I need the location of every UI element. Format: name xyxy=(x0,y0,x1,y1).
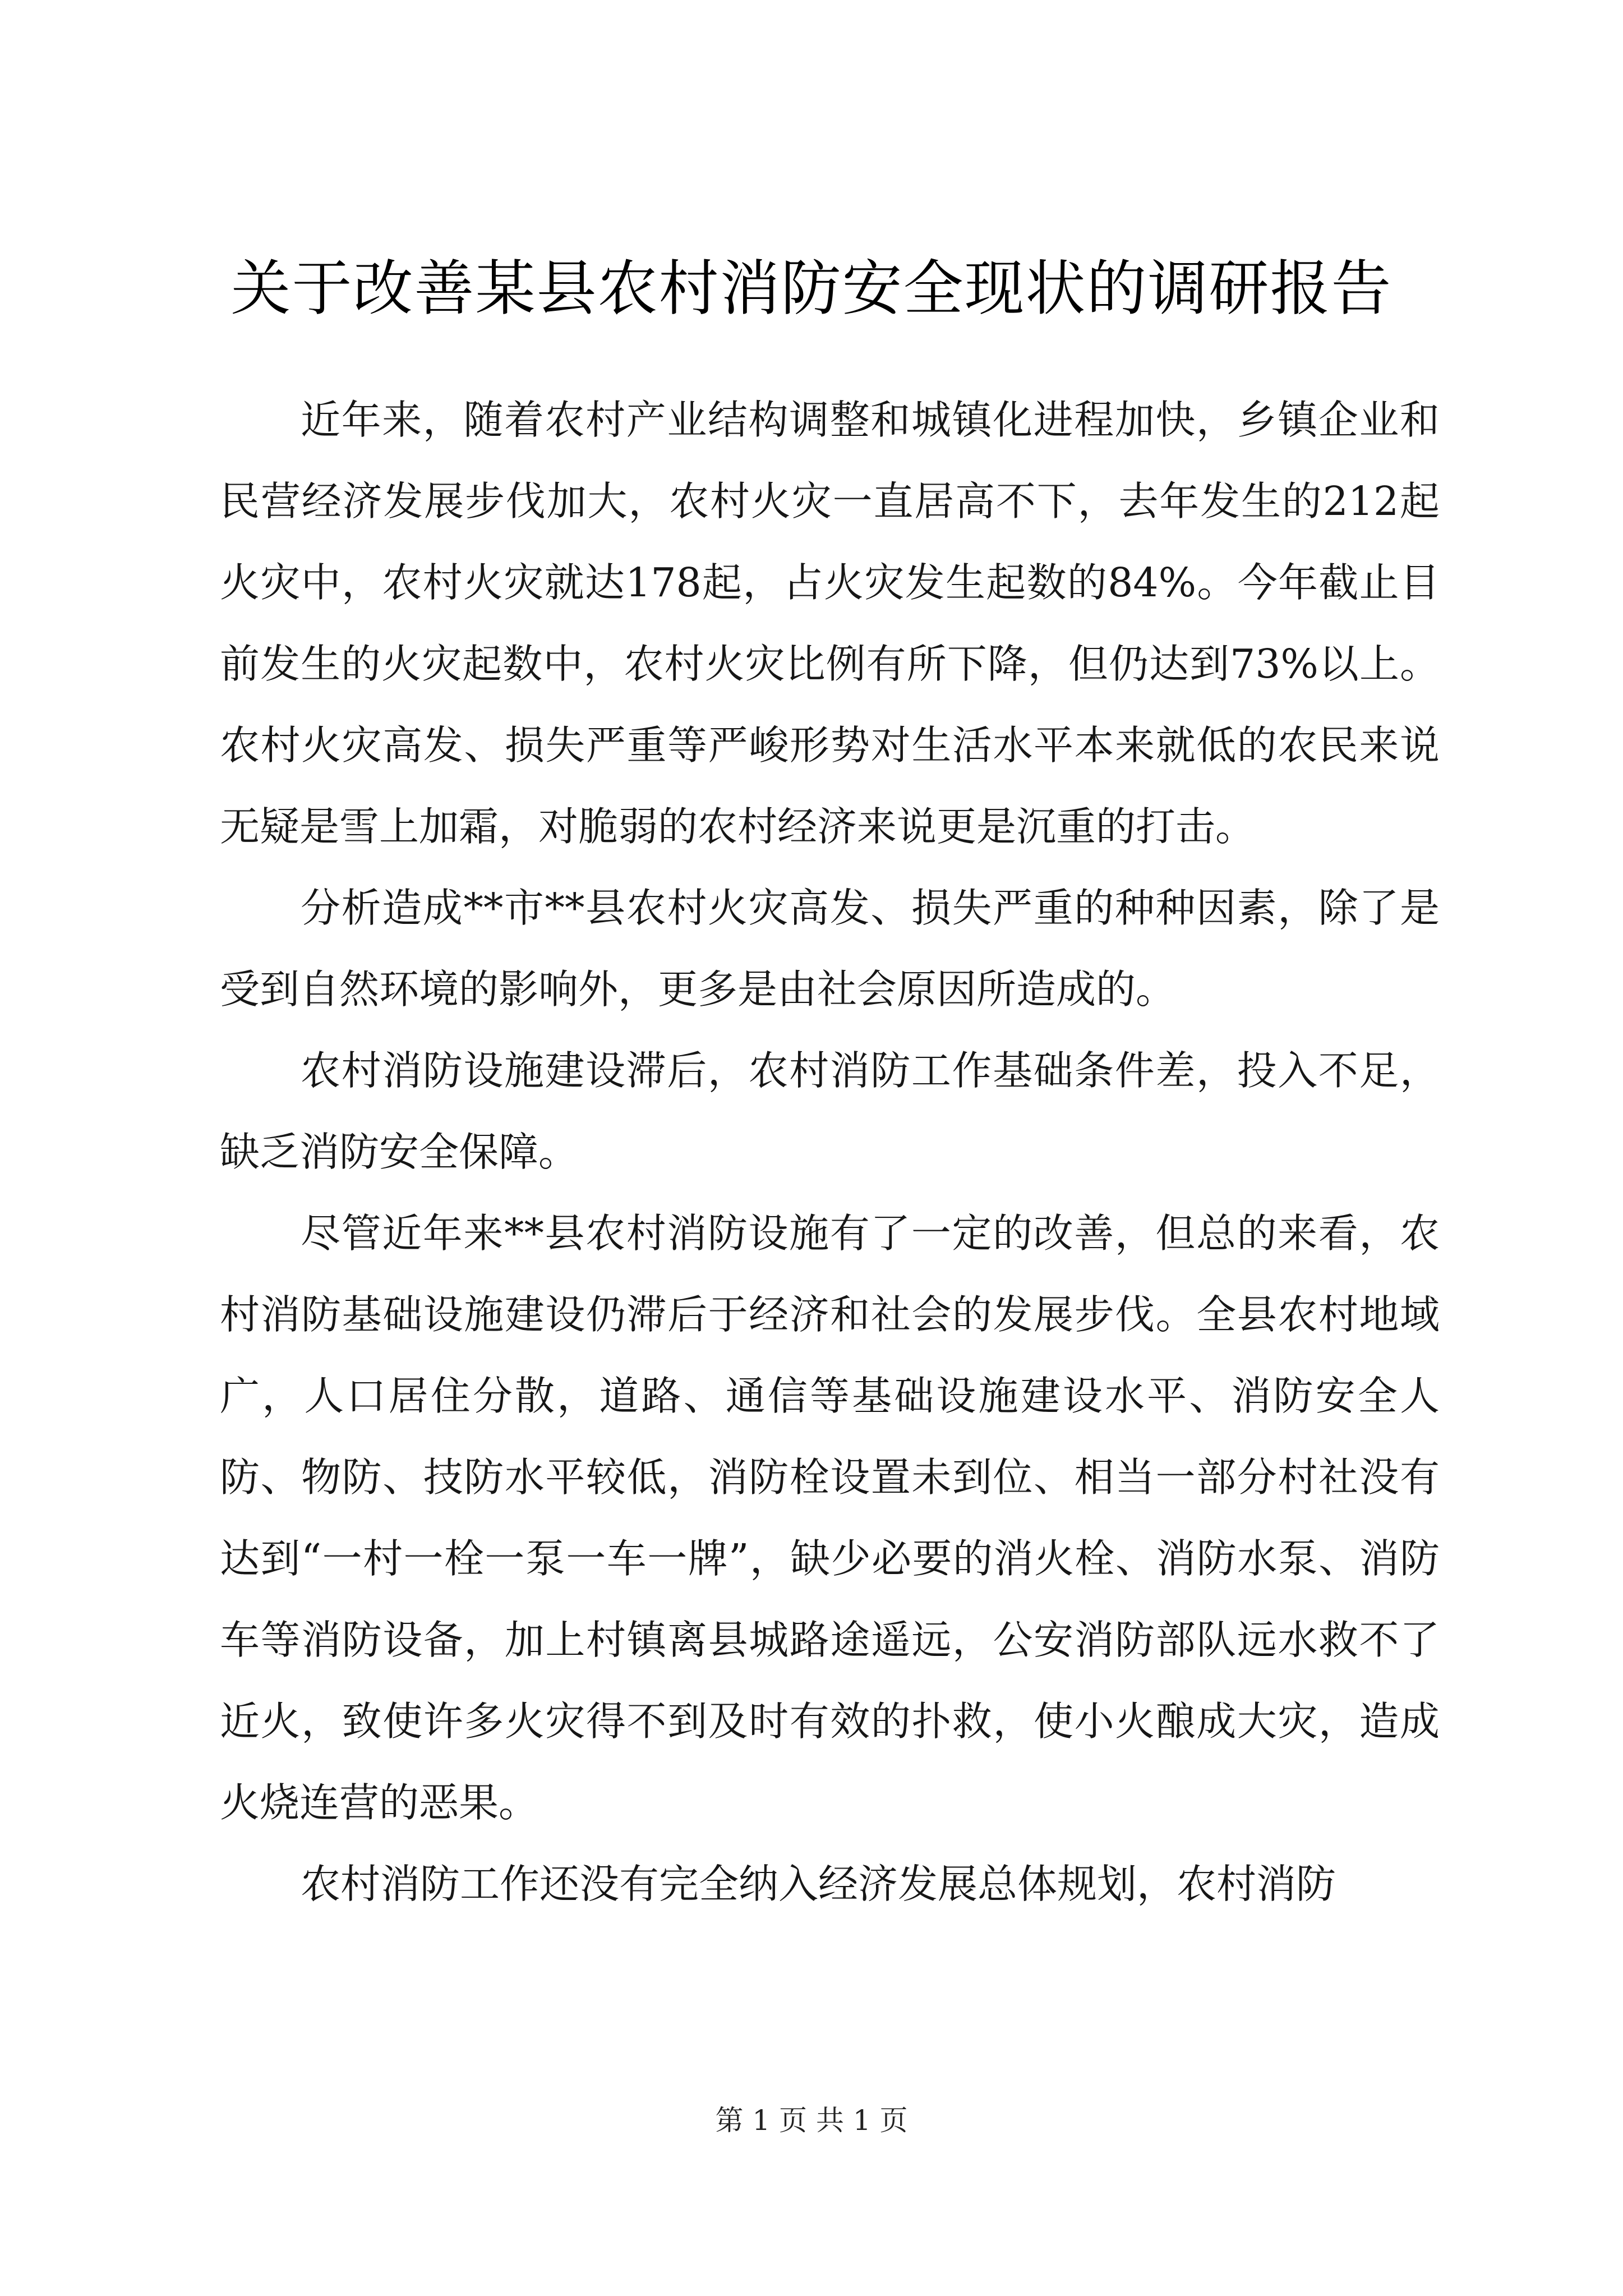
paragraph-analysis: 分析造成**市**县农村火灾高发、损失严重的种种因素，除了是受到自然环境的影响外，更多是由社会原因所造成的。 xyxy=(220,885,1440,1013)
paragraph-facilities-detail: 尽管近年来**县农村消防设施有了一定的改善，但总的来看，农村消防基础设施建设仍滞后于经济和社会的发展步伐。全县农村地域广，人口居住分散，道路、通信等基础设施建设水平、消防安全人防、物防、技防水平较低，消防栓设置未到位、相当一部分村社没有达到“一村一栓一泵一车一牌”，缺少必要的消火栓、消防水泵、消防车等消防设备，加上村镇离县城路途遥远，公安消防部队远水救不了近火，致使许多火灾得不到及时有效的扑救，使小火酿成大灾，造成火烧连营的恶果。 xyxy=(220,1210,1440,1826)
paragraph-intro: 近年来，随着农村产业结构调整和城镇化进程加快，乡镇企业和民营经济发展步伐加大，农村火灾一直居高不下，去年发生的212起火灾中，农村火灾就达178起，占火灾发生起数的84%。今年截止目前发生的火灾起数中，农村火灾比例有所下降，但仍达到73%以上。农村火灾高发、损失严重等严峻形势对生活水平本来就低的农民来说无疑是雪上加霜，对脆弱的农村经济来说更是沉重的打击。 xyxy=(220,397,1440,850)
paragraph-facilities-heading: 农村消防设施建设滞后，农村消防工作基础条件差，投入不足，缺乏消防安全保障。 xyxy=(220,1047,1440,1175)
document-body xyxy=(220,379,1440,1925)
paragraph-planning: 农村消防工作还没有完全纳入经济发展总体规划，农村消防 xyxy=(301,1861,1336,1907)
page-footer: 第 1 页 共 1 页 xyxy=(715,2104,908,2137)
document-title: 关于改善某县农村消防安全现状的调研报告 xyxy=(230,254,1393,324)
